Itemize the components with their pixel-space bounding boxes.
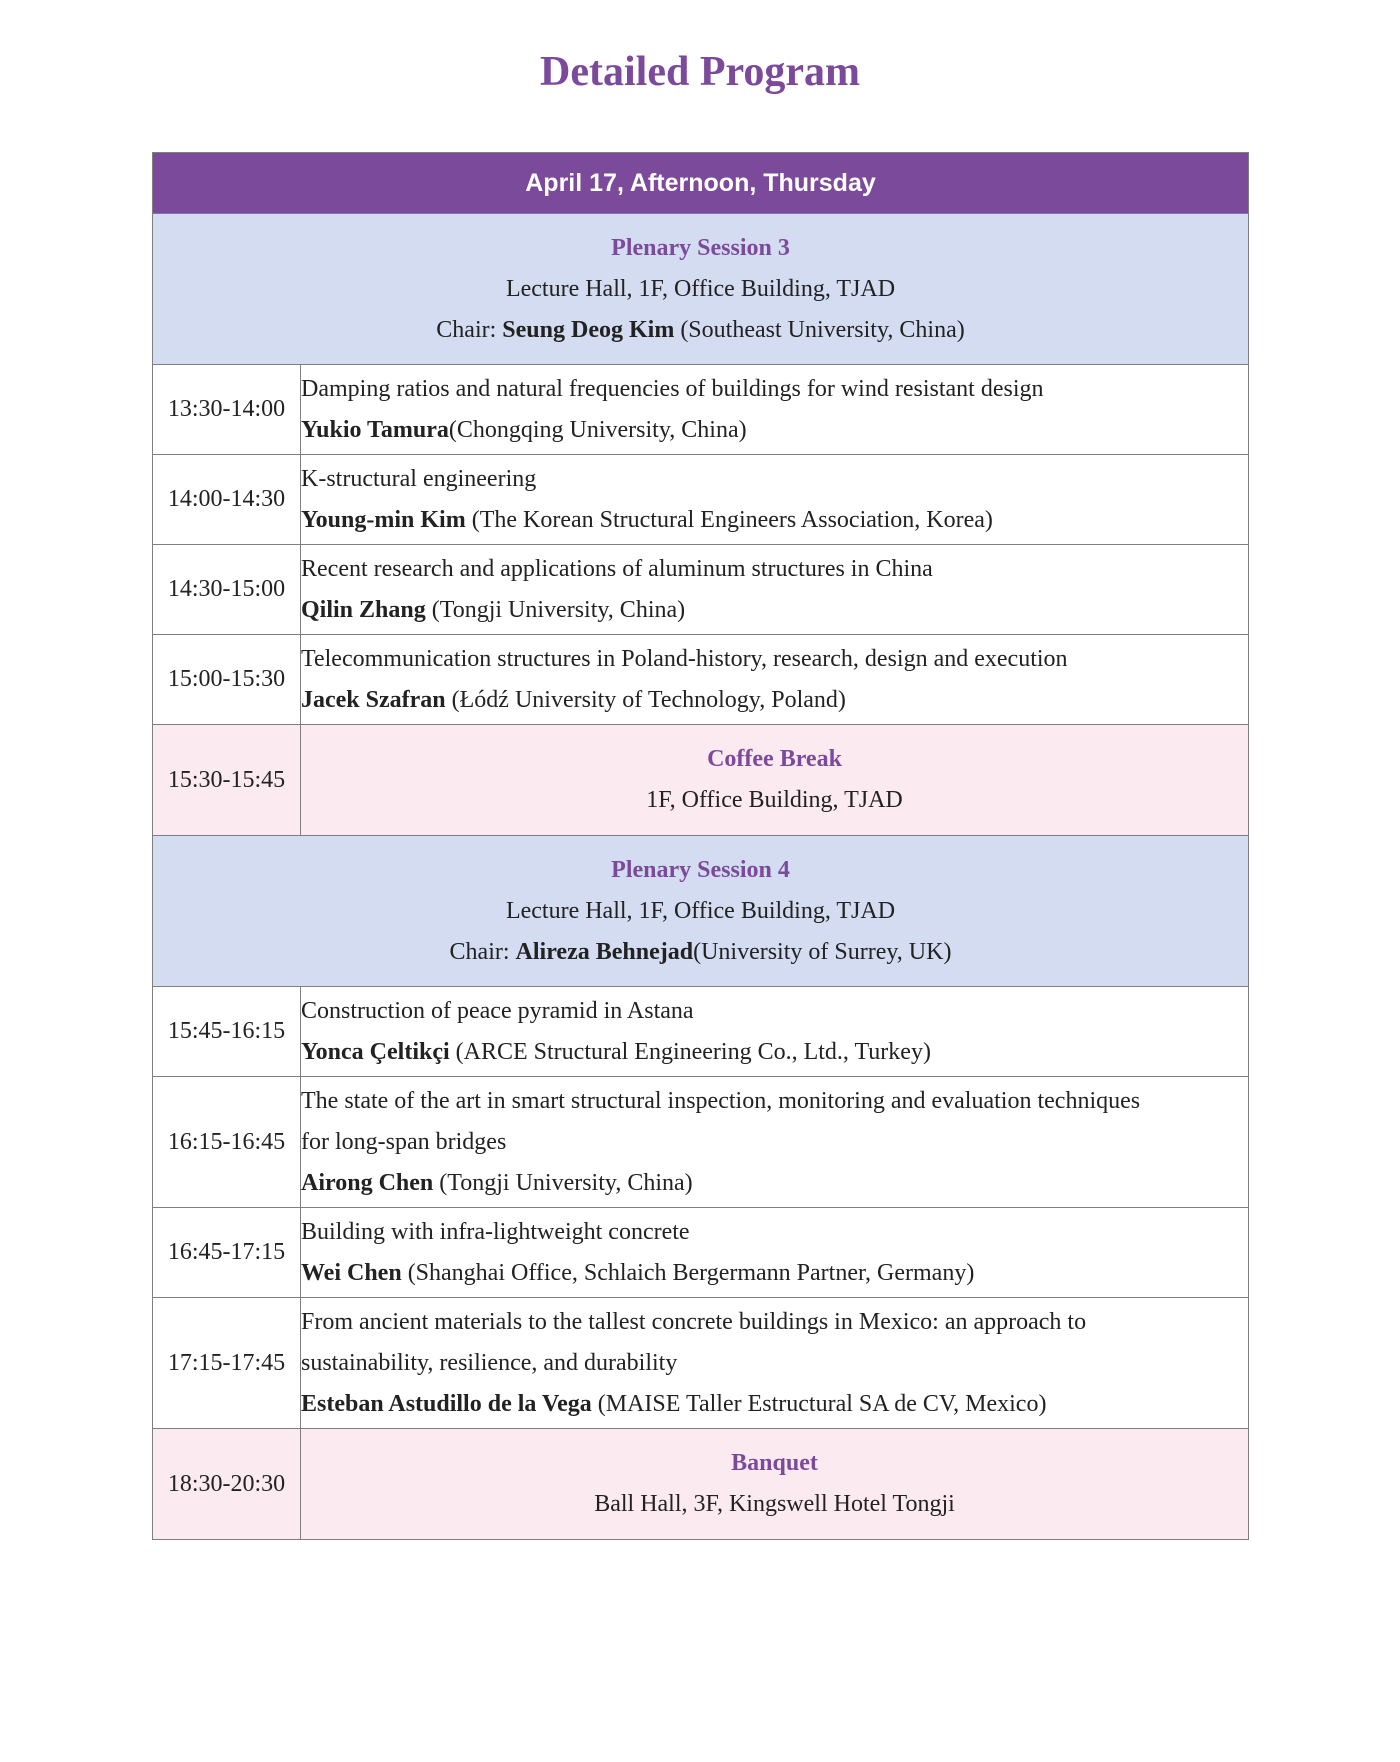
program-table <box>152 152 1249 1540</box>
talk-title: Building with infra-lightweight concrete <box>301 1218 690 1245</box>
talk-row <box>153 1298 1249 1429</box>
talk-title: K-structural engineering <box>301 465 537 492</box>
break-time: 15:30-15:45 <box>153 725 301 836</box>
talk-content <box>301 635 1249 725</box>
break-time: 18:30-20:30 <box>153 1429 301 1540</box>
talk-title-line-2: for long-span bridges <box>301 1128 507 1155</box>
session-venue: Lecture Hall, 1F, Office Building, TJAD <box>505 275 896 302</box>
session-header <box>153 836 1249 987</box>
talk-content <box>301 365 1249 455</box>
talk-speaker-line <box>301 590 1248 631</box>
speaker-name: Esteban Astudillo de la Vega <box>301 1390 592 1417</box>
speaker-affiliation: (The Korean Structural Engineers Association, Korea) <box>465 506 993 533</box>
talk-row <box>153 365 1249 455</box>
break-venue: Ball Hall, 3F, Kingswell Hotel Tongji <box>594 1491 955 1517</box>
talk-row <box>153 635 1249 725</box>
break-row <box>153 1429 1249 1540</box>
talk-title: Construction of peace pyramid in Astana <box>301 997 694 1024</box>
talk-speaker-line <box>301 500 1248 541</box>
chair-label: Chair: <box>436 316 503 343</box>
talk-content <box>301 1077 1249 1208</box>
talk-title: Damping ratios and natural frequencies of buildings for wind resistant design <box>301 375 1044 402</box>
speaker-name: Yukio Tamura <box>301 416 449 443</box>
day-header: April 17, Afternoon, Thursday <box>153 153 1249 214</box>
talk-row <box>153 1077 1249 1208</box>
talk-title-line-2: sustainability, resilience, and durability <box>301 1349 678 1376</box>
chair-name: Alireza Behnejad <box>515 938 694 965</box>
talk-time: 16:15-16:45 <box>153 1077 301 1208</box>
talk-time: 14:30-15:00 <box>153 545 301 635</box>
talk-content <box>301 455 1249 545</box>
talk-row <box>153 987 1249 1077</box>
talk-speaker-line <box>301 410 1248 451</box>
break-content <box>301 1429 1249 1540</box>
talk-speaker-line <box>301 1253 1248 1294</box>
page-title: Detailed Program <box>540 49 860 95</box>
talk-title-line-1: From ancient materials to the tallest concrete buildings in Mexico: an approach to <box>301 1308 1087 1335</box>
break-title: Coffee Break <box>707 746 842 772</box>
session-row <box>153 836 1249 987</box>
speaker-affiliation: (Łódź University of Technology, Poland) <box>445 686 846 713</box>
speaker-affiliation: (Tongji University, China) <box>433 1169 693 1196</box>
speaker-name: Wei Chen <box>301 1259 402 1286</box>
speaker-name: Yonca Çeltikçi <box>301 1038 450 1065</box>
talk-time: 15:00-15:30 <box>153 635 301 725</box>
talk-row <box>153 545 1249 635</box>
chair-label: Chair: <box>449 938 516 965</box>
session-venue: Lecture Hall, 1F, Office Building, TJAD <box>505 897 896 924</box>
speaker-affiliation: (Chongqing University, China) <box>448 416 747 443</box>
talk-time: 17:15-17:45 <box>153 1298 301 1429</box>
session-row <box>153 214 1249 365</box>
talk-content <box>301 1298 1249 1429</box>
speaker-name: Jacek Szafran <box>301 686 446 713</box>
talk-title-line-1: The state of the art in smart structural inspection, monitoring and evaluation techniques <box>301 1087 1141 1114</box>
speaker-name: Qilin Zhang <box>301 596 426 623</box>
speaker-affiliation: (Tongji University, China) <box>425 596 686 623</box>
chair-name: Seung Deog Kim <box>502 316 675 343</box>
session-header <box>153 214 1249 365</box>
break-content <box>301 725 1249 836</box>
break-venue: 1F, Office Building, TJAD <box>646 787 903 813</box>
chair-affiliation: (Southeast University, China) <box>674 316 965 343</box>
speaker-affiliation: (ARCE Structural Engineering Co., Ltd., Turkey) <box>449 1038 931 1065</box>
talk-content <box>301 1208 1249 1298</box>
talk-title: Telecommunication structures in Poland-history, research, design and execution <box>301 645 1068 672</box>
talk-speaker-line <box>301 1032 1248 1073</box>
speaker-name: Airong Chen <box>301 1169 434 1196</box>
talk-title: Recent research and applications of aluminum structures in China <box>301 555 933 582</box>
session-title: Plenary Session 3 <box>611 234 790 261</box>
talk-time: 13:30-14:00 <box>153 365 301 455</box>
break-row <box>153 725 1249 836</box>
talk-speaker-line <box>301 1163 1248 1204</box>
day-header-row <box>153 153 1249 214</box>
chair-affiliation: (University of Surrey, UK) <box>693 938 952 965</box>
break-title: Banquet <box>731 1450 818 1476</box>
talk-time: 14:00-14:30 <box>153 455 301 545</box>
talk-time: 15:45-16:15 <box>153 987 301 1077</box>
talk-speaker-line <box>301 680 1248 721</box>
speaker-affiliation: (Shanghai Office, Schlaich Bergermann Partner, Germany) <box>401 1259 975 1286</box>
talk-content <box>301 545 1249 635</box>
session-chair <box>153 310 1248 351</box>
talk-content <box>301 987 1249 1077</box>
talk-time: 16:45-17:15 <box>153 1208 301 1298</box>
talk-speaker-line <box>301 1384 1248 1425</box>
talk-row <box>153 1208 1249 1298</box>
speaker-affiliation: (MAISE Taller Estructural SA de CV, Mexico) <box>591 1390 1047 1417</box>
session-chair <box>153 932 1248 973</box>
session-title: Plenary Session 4 <box>611 856 790 883</box>
speaker-name: Young-min Kim <box>301 506 466 533</box>
talk-row <box>153 455 1249 545</box>
